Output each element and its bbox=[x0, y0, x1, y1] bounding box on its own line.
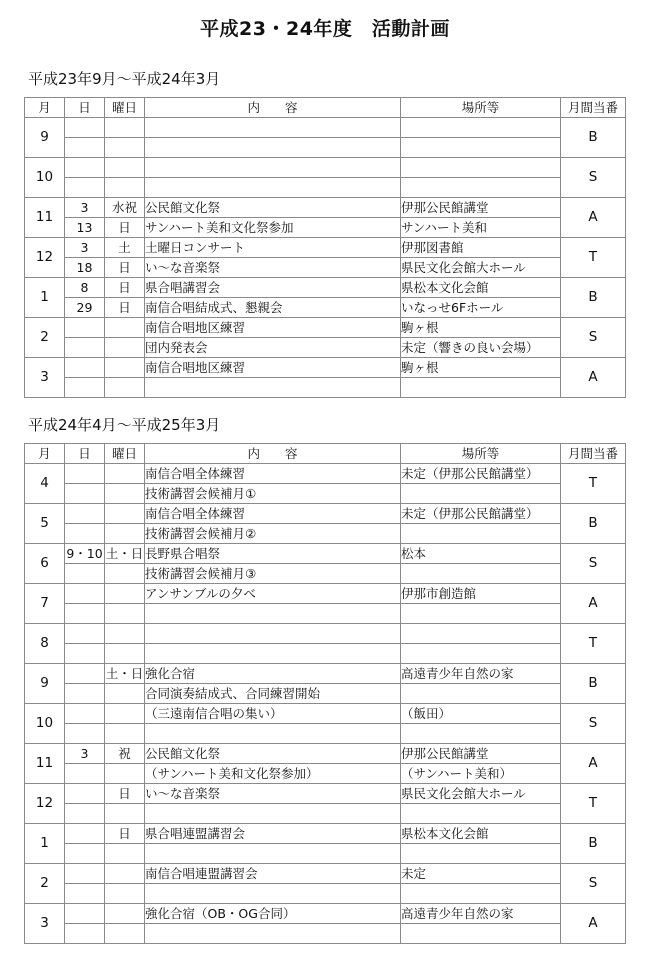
day-cell bbox=[65, 138, 105, 158]
table-row bbox=[25, 904, 626, 924]
day-of-week-cell bbox=[105, 684, 145, 704]
day-of-week-cell: 日 bbox=[105, 218, 145, 238]
monthly-duty-cell: A bbox=[561, 584, 626, 624]
table-header-row bbox=[25, 98, 626, 118]
day-cell bbox=[65, 904, 105, 924]
day-cell bbox=[65, 604, 105, 624]
day-of-week-cell bbox=[105, 318, 145, 338]
monthly-duty-cell: T bbox=[561, 624, 626, 664]
day-cell bbox=[65, 644, 105, 664]
table-row bbox=[25, 704, 626, 724]
table-row bbox=[25, 338, 626, 358]
day-cell bbox=[65, 564, 105, 584]
day-cell: 29 bbox=[65, 298, 105, 318]
day-of-week-cell: 日 bbox=[105, 298, 145, 318]
event-content-cell: 県合唱連盟講習会 bbox=[145, 824, 401, 844]
day-of-week-cell bbox=[105, 138, 145, 158]
monthly-duty-cell: T bbox=[561, 238, 626, 278]
place-cell: サンハート美和 bbox=[401, 218, 561, 238]
month-cell: 9 bbox=[25, 118, 65, 158]
day-of-week-cell bbox=[105, 484, 145, 504]
day-of-week-cell bbox=[105, 764, 145, 784]
day-cell: 3 bbox=[65, 198, 105, 218]
table-row bbox=[25, 784, 626, 804]
place-cell bbox=[401, 158, 561, 178]
day-of-week-cell bbox=[105, 178, 145, 198]
place-cell bbox=[401, 378, 561, 398]
day-of-week-cell bbox=[105, 724, 145, 744]
table-row bbox=[25, 744, 626, 764]
day-of-week-cell bbox=[105, 624, 145, 644]
month-cell: 11 bbox=[25, 198, 65, 238]
table-row bbox=[25, 564, 626, 584]
place-cell: いなっせ6Fホール bbox=[401, 298, 561, 318]
event-content-cell: 技術講習会候補月① bbox=[145, 484, 401, 504]
event-content-cell: 長野県合唱祭 bbox=[145, 544, 401, 564]
event-content-cell: 強化合宿（OB・OG合同） bbox=[145, 904, 401, 924]
place-cell bbox=[401, 804, 561, 824]
month-cell: 12 bbox=[25, 784, 65, 824]
header-month: 月 bbox=[25, 444, 65, 464]
monthly-duty-cell: A bbox=[561, 358, 626, 398]
day-of-week-cell: 水祝 bbox=[105, 198, 145, 218]
table-header-row bbox=[25, 444, 626, 464]
table-row bbox=[25, 278, 626, 298]
month-cell: 1 bbox=[25, 824, 65, 864]
day-of-week-cell bbox=[105, 864, 145, 884]
day-of-week-cell bbox=[105, 564, 145, 584]
day-of-week-cell: 日 bbox=[105, 784, 145, 804]
table-row bbox=[25, 318, 626, 338]
monthly-duty-cell: S bbox=[561, 158, 626, 198]
day-of-week-cell bbox=[105, 604, 145, 624]
event-content-cell bbox=[145, 884, 401, 904]
place-cell: （飯田） bbox=[401, 704, 561, 724]
monthly-duty-cell: S bbox=[561, 318, 626, 358]
day-of-week-cell bbox=[105, 804, 145, 824]
day-cell bbox=[65, 864, 105, 884]
month-cell: 10 bbox=[25, 158, 65, 198]
event-content-cell: 合同演奏結成式、合同練習開始 bbox=[145, 684, 401, 704]
place-cell: 県松本文化会館 bbox=[401, 824, 561, 844]
month-cell: 4 bbox=[25, 464, 65, 504]
table-row bbox=[25, 664, 626, 684]
day-cell bbox=[65, 584, 105, 604]
header-day-of-week: 曜日 bbox=[105, 444, 145, 464]
place-cell bbox=[401, 604, 561, 624]
day-of-week-cell bbox=[105, 464, 145, 484]
day-cell bbox=[65, 358, 105, 378]
table-row bbox=[25, 524, 626, 544]
day-of-week-cell: 祝 bbox=[105, 744, 145, 764]
day-cell bbox=[65, 924, 105, 944]
place-cell bbox=[401, 178, 561, 198]
place-cell: 未定 bbox=[401, 864, 561, 884]
day-cell bbox=[65, 824, 105, 844]
day-cell: 3 bbox=[65, 238, 105, 258]
place-cell bbox=[401, 624, 561, 644]
place-cell: 伊那公民館講堂 bbox=[401, 198, 561, 218]
table-row bbox=[25, 464, 626, 484]
day-cell bbox=[65, 684, 105, 704]
day-cell bbox=[65, 764, 105, 784]
day-cell: 9・10 bbox=[65, 544, 105, 564]
day-of-week-cell: 土・日 bbox=[105, 664, 145, 684]
table-row bbox=[25, 178, 626, 198]
monthly-duty-cell: S bbox=[561, 864, 626, 904]
monthly-duty-cell: B bbox=[561, 278, 626, 318]
table-row bbox=[25, 218, 626, 238]
day-cell bbox=[65, 378, 105, 398]
monthly-duty-cell: B bbox=[561, 504, 626, 544]
table-row bbox=[25, 138, 626, 158]
event-content-cell: 公民館文化祭 bbox=[145, 744, 401, 764]
event-content-cell: 団内発表会 bbox=[145, 338, 401, 358]
table-row bbox=[25, 118, 626, 138]
place-cell: 高遠青少年自然の家 bbox=[401, 664, 561, 684]
event-content-cell: サンハート美和文化祭参加 bbox=[145, 218, 401, 238]
place-cell bbox=[401, 564, 561, 584]
place-cell: 県民文化会館大ホール bbox=[401, 784, 561, 804]
day-cell bbox=[65, 338, 105, 358]
table-row bbox=[25, 724, 626, 744]
day-of-week-cell bbox=[105, 504, 145, 524]
event-content-cell: 強化合宿 bbox=[145, 664, 401, 684]
place-cell: 未定（伊那公民館講堂） bbox=[401, 504, 561, 524]
event-content-cell: 県合唱講習会 bbox=[145, 278, 401, 298]
day-of-week-cell bbox=[105, 884, 145, 904]
table-row bbox=[25, 378, 626, 398]
table-row bbox=[25, 804, 626, 824]
day-of-week-cell bbox=[105, 844, 145, 864]
day-of-week-cell: 日 bbox=[105, 824, 145, 844]
day-cell bbox=[65, 724, 105, 744]
event-content-cell: 南信合唱全体練習 bbox=[145, 464, 401, 484]
place-cell: 高遠青少年自然の家 bbox=[401, 904, 561, 924]
day-cell bbox=[65, 484, 105, 504]
place-cell: 伊那市創造館 bbox=[401, 584, 561, 604]
header-day: 日 bbox=[65, 98, 105, 118]
place-cell bbox=[401, 484, 561, 504]
day-of-week-cell bbox=[105, 158, 145, 178]
section-1-period-heading: 平成23年9月～平成24年3月 bbox=[28, 70, 221, 88]
event-content-cell bbox=[145, 138, 401, 158]
place-cell bbox=[401, 138, 561, 158]
place-cell bbox=[401, 924, 561, 944]
place-cell: 未定（伊那公民館講堂） bbox=[401, 464, 561, 484]
monthly-duty-cell: B bbox=[561, 824, 626, 864]
month-cell: 11 bbox=[25, 744, 65, 784]
place-cell: 松本 bbox=[401, 544, 561, 564]
event-content-cell: 南信合唱地区練習 bbox=[145, 318, 401, 338]
table-row bbox=[25, 864, 626, 884]
day-cell bbox=[65, 524, 105, 544]
month-cell: 12 bbox=[25, 238, 65, 278]
event-content-cell: 技術講習会候補月③ bbox=[145, 564, 401, 584]
event-content-cell: 技術講習会候補月② bbox=[145, 524, 401, 544]
table-row bbox=[25, 844, 626, 864]
day-of-week-cell bbox=[105, 584, 145, 604]
header-day-of-week: 曜日 bbox=[105, 98, 145, 118]
event-content-cell bbox=[145, 844, 401, 864]
day-cell bbox=[65, 118, 105, 138]
month-cell: 5 bbox=[25, 504, 65, 544]
table-row bbox=[25, 884, 626, 904]
table-row bbox=[25, 238, 626, 258]
header-content: 内 容 bbox=[145, 444, 401, 464]
event-content-cell: い～な音楽祭 bbox=[145, 258, 401, 278]
month-cell: 10 bbox=[25, 704, 65, 744]
event-content-cell bbox=[145, 644, 401, 664]
monthly-duty-cell: B bbox=[561, 118, 626, 158]
day-cell bbox=[65, 804, 105, 824]
table-row bbox=[25, 584, 626, 604]
day-cell bbox=[65, 178, 105, 198]
event-content-cell bbox=[145, 118, 401, 138]
schedule-table-2011 bbox=[24, 97, 626, 398]
day-of-week-cell: 日 bbox=[105, 258, 145, 278]
day-of-week-cell: 土 bbox=[105, 238, 145, 258]
day-cell bbox=[65, 704, 105, 724]
table-row bbox=[25, 198, 626, 218]
day-cell bbox=[65, 784, 105, 804]
event-content-cell: い～な音楽祭 bbox=[145, 784, 401, 804]
table-row bbox=[25, 924, 626, 944]
day-of-week-cell bbox=[105, 358, 145, 378]
table-row bbox=[25, 298, 626, 318]
table-row bbox=[25, 158, 626, 178]
monthly-duty-cell: A bbox=[561, 744, 626, 784]
day-cell bbox=[65, 884, 105, 904]
place-cell: 駒ヶ根 bbox=[401, 358, 561, 378]
header-month: 月 bbox=[25, 98, 65, 118]
day-cell bbox=[65, 504, 105, 524]
day-cell bbox=[65, 664, 105, 684]
day-of-week-cell bbox=[105, 904, 145, 924]
day-of-week-cell bbox=[105, 704, 145, 724]
place-cell: （サンハート美和） bbox=[401, 764, 561, 784]
event-content-cell bbox=[145, 378, 401, 398]
page-title: 平成23・24年度 活動計画 bbox=[200, 18, 450, 40]
place-cell bbox=[401, 524, 561, 544]
table-row bbox=[25, 258, 626, 278]
place-cell: 県民文化会館大ホール bbox=[401, 258, 561, 278]
month-cell: 9 bbox=[25, 664, 65, 704]
day-cell: 18 bbox=[65, 258, 105, 278]
table-row bbox=[25, 824, 626, 844]
event-content-cell: （三遠南信合唱の集い） bbox=[145, 704, 401, 724]
day-cell: 3 bbox=[65, 744, 105, 764]
month-cell: 2 bbox=[25, 318, 65, 358]
month-cell: 1 bbox=[25, 278, 65, 318]
day-of-week-cell bbox=[105, 338, 145, 358]
day-cell bbox=[65, 464, 105, 484]
day-cell: 8 bbox=[65, 278, 105, 298]
table-row bbox=[25, 684, 626, 704]
table-row bbox=[25, 624, 626, 644]
table-row bbox=[25, 544, 626, 564]
day-of-week-cell bbox=[105, 524, 145, 544]
place-cell bbox=[401, 724, 561, 744]
monthly-duty-cell: T bbox=[561, 784, 626, 824]
day-of-week-cell bbox=[105, 378, 145, 398]
monthly-duty-cell: S bbox=[561, 704, 626, 744]
month-cell: 8 bbox=[25, 624, 65, 664]
place-cell bbox=[401, 118, 561, 138]
schedule-table-2012 bbox=[24, 443, 626, 944]
event-content-cell bbox=[145, 924, 401, 944]
event-content-cell: 南信合唱連盟講習会 bbox=[145, 864, 401, 884]
monthly-duty-cell: T bbox=[561, 464, 626, 504]
day-cell bbox=[65, 844, 105, 864]
day-cell bbox=[65, 624, 105, 644]
section-2-period-heading: 平成24年4月～平成25年3月 bbox=[28, 416, 221, 434]
month-cell: 3 bbox=[25, 358, 65, 398]
event-content-cell: 公民館文化祭 bbox=[145, 198, 401, 218]
event-content-cell bbox=[145, 804, 401, 824]
event-content-cell bbox=[145, 604, 401, 624]
day-cell: 13 bbox=[65, 218, 105, 238]
event-content-cell: 南信合唱地区練習 bbox=[145, 358, 401, 378]
month-cell: 6 bbox=[25, 544, 65, 584]
table-row bbox=[25, 358, 626, 378]
place-cell: 伊那公民館講堂 bbox=[401, 744, 561, 764]
header-content: 内 容 bbox=[145, 98, 401, 118]
month-cell: 3 bbox=[25, 904, 65, 944]
monthly-duty-cell: B bbox=[561, 664, 626, 704]
place-cell: 未定（響きの良い会場） bbox=[401, 338, 561, 358]
event-content-cell bbox=[145, 178, 401, 198]
day-of-week-cell: 土・日 bbox=[105, 544, 145, 564]
month-cell: 2 bbox=[25, 864, 65, 904]
header-monthly-duty: 月間当番 bbox=[561, 98, 626, 118]
event-content-cell: （サンハート美和文化祭参加） bbox=[145, 764, 401, 784]
event-content-cell: 南信合唱全体練習 bbox=[145, 504, 401, 524]
header-place: 場所等 bbox=[401, 444, 561, 464]
event-content-cell bbox=[145, 624, 401, 644]
place-cell: 県松本文化会館 bbox=[401, 278, 561, 298]
place-cell bbox=[401, 884, 561, 904]
day-of-week-cell: 日 bbox=[105, 278, 145, 298]
day-of-week-cell bbox=[105, 118, 145, 138]
table-row bbox=[25, 484, 626, 504]
table-row bbox=[25, 604, 626, 624]
event-content-cell bbox=[145, 724, 401, 744]
month-cell: 7 bbox=[25, 584, 65, 624]
monthly-duty-cell: S bbox=[561, 544, 626, 584]
place-cell bbox=[401, 844, 561, 864]
event-content-cell bbox=[145, 158, 401, 178]
event-content-cell: アンサンブルの夕べ bbox=[145, 584, 401, 604]
monthly-duty-cell: A bbox=[561, 198, 626, 238]
day-cell bbox=[65, 158, 105, 178]
table-row bbox=[25, 504, 626, 524]
day-of-week-cell bbox=[105, 924, 145, 944]
place-cell: 伊那図書館 bbox=[401, 238, 561, 258]
place-cell bbox=[401, 644, 561, 664]
header-monthly-duty: 月間当番 bbox=[561, 444, 626, 464]
day-cell bbox=[65, 318, 105, 338]
header-day: 日 bbox=[65, 444, 105, 464]
header-place: 場所等 bbox=[401, 98, 561, 118]
event-content-cell: 南信合唱結成式、懇親会 bbox=[145, 298, 401, 318]
day-of-week-cell bbox=[105, 644, 145, 664]
monthly-duty-cell: A bbox=[561, 904, 626, 944]
table-row bbox=[25, 644, 626, 664]
table-row bbox=[25, 764, 626, 784]
place-cell: 駒ヶ根 bbox=[401, 318, 561, 338]
place-cell bbox=[401, 684, 561, 704]
event-content-cell: 土曜日コンサート bbox=[145, 238, 401, 258]
